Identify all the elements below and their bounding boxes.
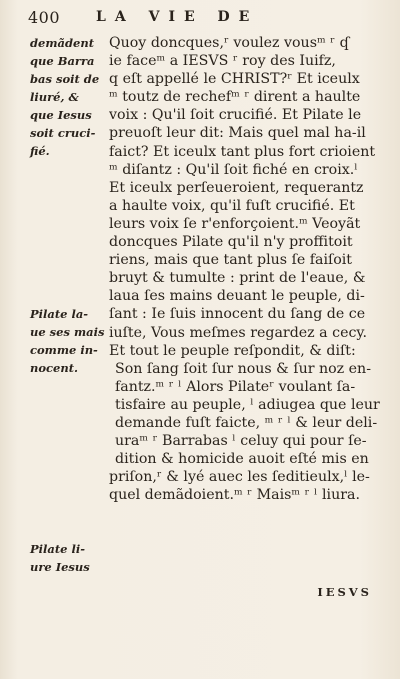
margin-note-line: demãdent [30,36,95,50]
margin-note-line: bas soit de [30,72,100,86]
text-line: doncques Pilate qu'il n'y proffitoit [109,234,353,251]
text-line: ᵐ diſantz : Qu'il ſoit fiché en croix.ˡ [109,161,358,178]
margin-note-line: que Iesus [30,108,92,122]
margin-note-line: ure Iesus [30,560,90,574]
margin-note-line: Pilate li- [30,542,85,556]
text-line: leurs voix ſe r'enforçoient.ᵐ Veoyãt [109,215,361,232]
text-line: Son ſang ſoit ſur nous & ſur noz en- [115,360,371,377]
margin-notes-top [30,34,110,160]
margin-notes-bottom [30,540,110,576]
text-line: bruyt & tumulte : print de l'eaue, & [109,270,366,287]
text-line: demande fuſt faicte, ᵐ ʳ ˡ & leur deli- [115,414,378,431]
text-line: tisfaire au peuple, ˡ adiugea que leur [115,396,380,413]
text-line: Et iceulx perſeueroient, requerantz [109,179,364,196]
text-line: faict? Et iceulx tant plus fort crioient [109,143,376,160]
margin-note-line: fié. [30,144,50,158]
text-line: dition & homicide auoit eſté mis en [115,451,369,468]
text-line: laua ſes mains deuant le peuple, di- [109,288,365,305]
page-header [28,8,380,30]
text-line: riens, mais que tant plus ſe faiſoit [109,252,353,269]
text-line: uraᵐ ʳ Barrabas ˡ celuy qui pour ſe- [115,433,367,450]
margin-notes-pilate [30,305,110,377]
main-text [109,34,394,504]
text-line: priſon,ʳ & lyé auec les ſeditieulx,ˡ le- [109,469,370,486]
text-line: voix : Qu'il ſoit crucifié. Et Pilate le [109,107,362,124]
text-line: preuoſt leur dit: Mais quel mal ha-il [109,125,366,142]
text-line: ie faceᵐ a IESVS ʳ roy des Iuifz, [109,53,336,70]
text-line: a haulte voix, qu'il fuſt crucifié. Et [109,197,355,214]
running-title: LA VIE DE [96,9,259,25]
text-line: ſant : Ie ſuis innocent du ſang de ce [109,306,366,323]
margin-note-line: ue ses mais [30,325,105,339]
text-line: fantz.ᵐ ʳ ˡ Alors Pilateʳ voulant ſa- [115,378,356,395]
margin-note-line: Pilate la- [30,307,89,321]
text-line: q eſt appellé le CHRIST?ʳ Et iceulx [109,71,360,88]
catchword: IESVS [317,585,372,599]
margin-note-line: soit cruci- [30,126,96,140]
text-line: quel demãdoient.ᵐ ʳ Maisᵐ ʳ ˡ liura. [109,487,360,504]
margin-note-line: que Barra [30,54,95,68]
margin-note-line: nocent. [30,361,79,375]
page-number: 400 [28,8,61,27]
text-line: Et tout le peuple reſpondit, & diſt: [109,342,356,359]
text-line: ᵐ toutz de rechefᵐ ʳ dirent a haulte [109,89,361,106]
margin-note-line: comme in- [30,343,98,357]
text-line: Quoy doncques,ʳ voulez vousᵐ ʳ ʠ [109,35,350,51]
text-line: iuſte, Vous meſmes regardez a cecy. [109,324,368,341]
margin-note-line: liuré, & [30,90,79,104]
